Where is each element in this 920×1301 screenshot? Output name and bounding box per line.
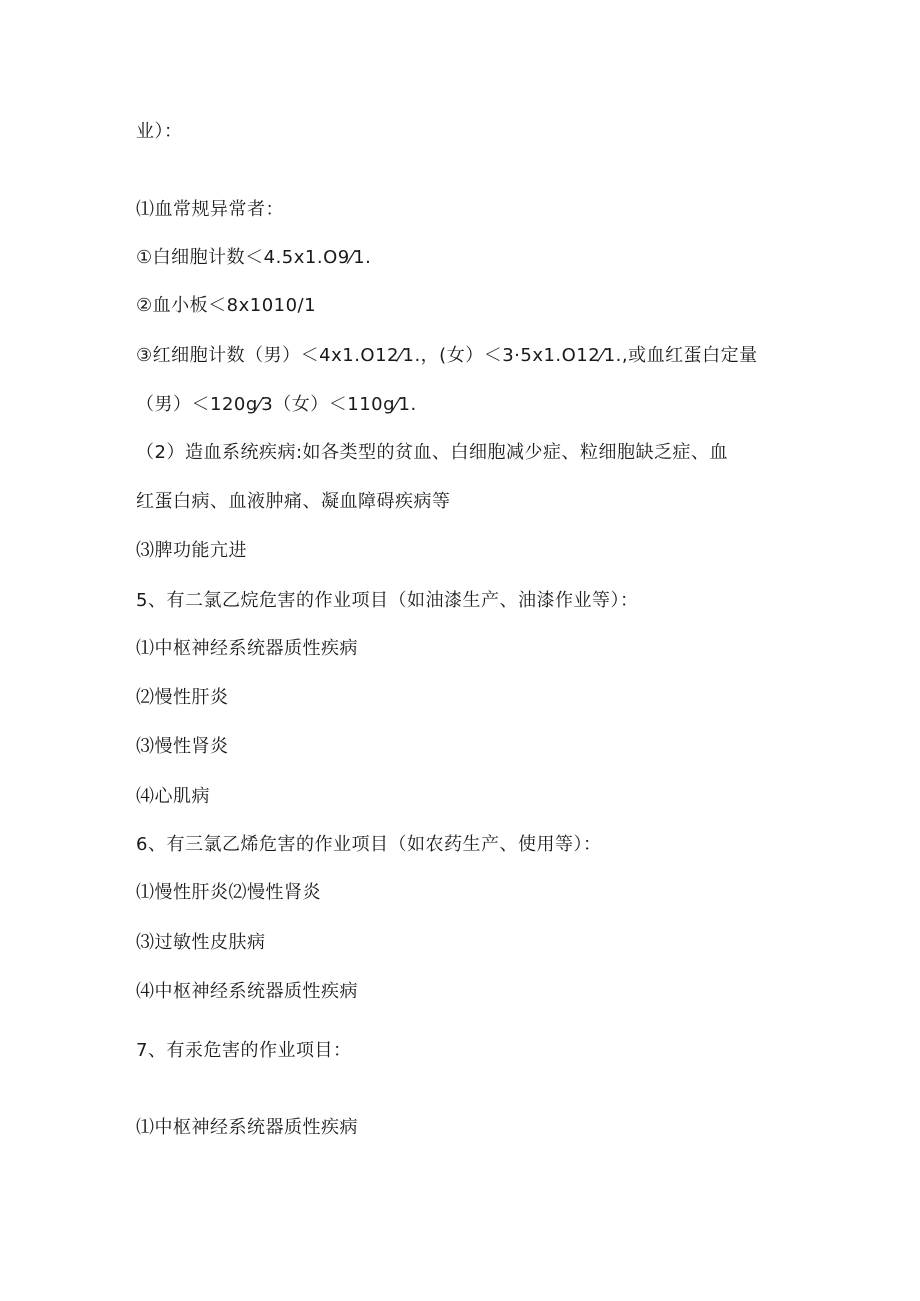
text-line-6: （男）＜120g⁄3（女）＜110g⁄1. bbox=[136, 394, 417, 415]
text-line-4: ②血小板＜8x1010/1 bbox=[136, 295, 317, 316]
text-line-18: ⑷中枢神经系统器质性疾病 bbox=[136, 981, 358, 1002]
text-line-3: ①白细胞计数＜4.5x1.O9⁄1. bbox=[136, 247, 372, 268]
text-line-15: 6、有三氯乙烯危害的作业项目（如农药生产、使用等）： bbox=[136, 834, 602, 855]
text-line-13: ⑶慢性肾炎 bbox=[136, 736, 229, 757]
text-line-5: ③红细胞计数（男）＜4x1.O12⁄1.，(女）＜3·5x1.O12⁄1.,或血红蛋白定量 bbox=[136, 345, 758, 366]
text-line-2: ⑴血常规异常者： bbox=[136, 199, 284, 220]
text-line-9: ⑶脾功能亢进 bbox=[136, 540, 247, 561]
text-line-7: （2）造血系统疾病:如各类型的贫血、白细胞减少症、粒细胞缺乏症、血 bbox=[136, 442, 729, 463]
text-line-14: ⑷心肌病 bbox=[136, 786, 210, 807]
text-line-19: 7、有汞危害的作业项目： bbox=[136, 1040, 352, 1061]
text-line-11: ⑴中枢神经系统器质性疾病 bbox=[136, 638, 358, 659]
text-line-20: ⑴中枢神经系统器质性疾病 bbox=[136, 1117, 358, 1138]
text-line-12: ⑵慢性肝炎 bbox=[136, 687, 229, 708]
text-line-16: ⑴慢性肝炎⑵慢性肾炎 bbox=[136, 882, 321, 903]
text-line-8: 红蛋白病、血液肿痛、凝血障碍疾病等 bbox=[136, 491, 451, 512]
text-line-10: 5、有二氯乙烷危害的作业项目（如油漆生产、油漆作业等）： bbox=[136, 590, 639, 611]
text-line-1: 业）： bbox=[136, 121, 183, 142]
text-line-17: ⑶过敏性皮肤病 bbox=[136, 932, 266, 953]
